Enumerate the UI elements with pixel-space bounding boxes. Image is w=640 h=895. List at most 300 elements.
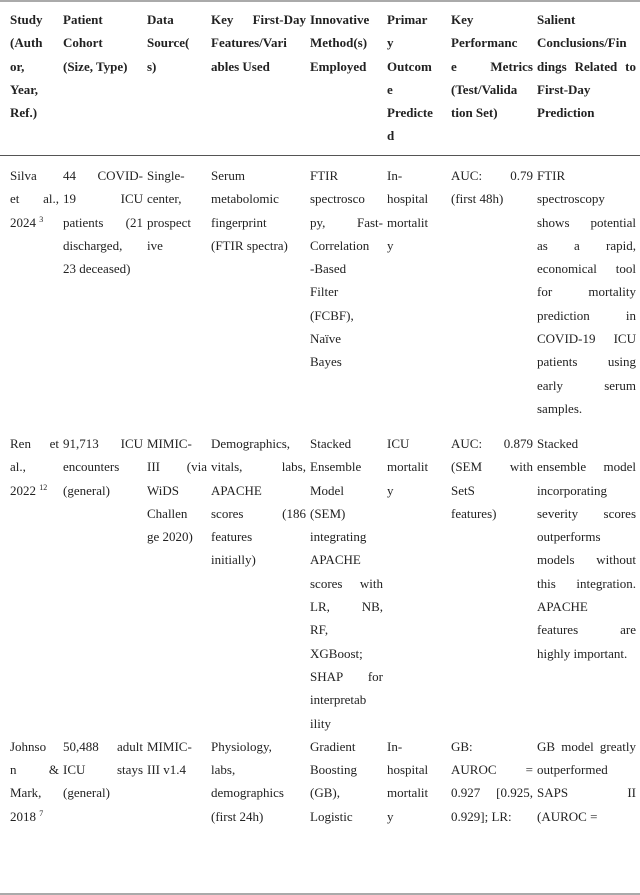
cell-text: FTIR xyxy=(310,168,339,183)
cell-text-line xyxy=(310,455,383,478)
cell-text-line xyxy=(310,665,383,688)
cell-text-line xyxy=(451,187,533,210)
table-cell xyxy=(211,735,306,828)
cell-text-line xyxy=(211,31,306,54)
cell-text: In- xyxy=(387,168,403,183)
cell-text: prediction in xyxy=(537,307,636,323)
cell-text-line xyxy=(537,758,636,781)
cell-text: Outcom xyxy=(387,58,432,74)
cell-text: hospital xyxy=(387,191,429,207)
cell-text: features are xyxy=(537,622,636,638)
table-cell xyxy=(10,735,59,828)
cell-text: ICU xyxy=(387,436,410,451)
cell-text: incorporating xyxy=(537,482,608,498)
cell-text-line xyxy=(147,758,207,781)
cell-text-line xyxy=(147,55,207,78)
cell-text-line xyxy=(537,595,636,618)
cell-text: models without xyxy=(537,552,636,568)
header-cell xyxy=(310,8,383,78)
cell-text: APACHE xyxy=(310,552,361,568)
cell-text: APACHE xyxy=(537,599,588,615)
cell-text: LR, NB, xyxy=(310,599,383,615)
cell-text-line xyxy=(310,211,383,234)
cell-text-line xyxy=(387,164,447,187)
table-cell xyxy=(63,164,143,280)
cell-text: Filter xyxy=(310,284,339,300)
cell-text-line xyxy=(211,455,306,478)
cell-text: Naïve xyxy=(310,331,342,347)
cell-text-line xyxy=(147,234,207,257)
cell-text: patients (21 xyxy=(63,214,143,230)
cell-text: First-Day xyxy=(537,81,591,97)
table-cell xyxy=(387,164,447,257)
cell-text: Employed xyxy=(310,58,367,74)
cell-text: 2024 xyxy=(10,214,36,230)
cell-text: center, xyxy=(147,191,182,207)
cell-text: interpretab xyxy=(310,692,367,708)
cell-text: Demographics, xyxy=(211,436,291,451)
cell-text-line xyxy=(451,78,533,101)
cell-text: Innovative xyxy=(310,12,370,27)
cell-text: Stacked xyxy=(537,436,579,451)
cell-text: demographics xyxy=(211,785,284,801)
header-cell xyxy=(451,8,533,124)
cell-text: this integration. xyxy=(537,575,636,591)
table-row xyxy=(0,156,640,432)
cell-text: MIMIC- xyxy=(147,738,192,754)
cell-text: vitals, labs, xyxy=(211,459,306,475)
cell-text-line xyxy=(387,432,447,455)
cell-text-line xyxy=(537,164,636,187)
cell-text: encounters xyxy=(63,459,120,475)
cell-text-line xyxy=(310,781,383,804)
cell-text-line xyxy=(451,8,533,31)
cell-text-line xyxy=(310,164,383,187)
cell-text: (AUROC = xyxy=(537,808,598,824)
cell-text-line xyxy=(387,187,447,210)
cell-text: Features/Vari xyxy=(211,35,287,51)
cell-text: 23 deceased) xyxy=(63,261,131,277)
cell-text: SHAP for xyxy=(310,668,383,684)
cell-text-line xyxy=(211,525,306,548)
cell-text-line xyxy=(310,572,383,595)
cell-text-line xyxy=(147,432,207,455)
cell-text: Year, xyxy=(10,81,39,97)
cell-text-line xyxy=(387,55,447,78)
cell-text: AUROC = xyxy=(451,762,533,778)
cell-text-line xyxy=(10,78,59,101)
cell-text: Stacked xyxy=(310,436,352,451)
table-row xyxy=(0,432,640,735)
cell-text-line xyxy=(537,280,636,303)
cell-text-line xyxy=(10,479,59,502)
cell-text: WiDS xyxy=(147,482,179,498)
cell-text: MIMIC- xyxy=(147,436,192,451)
cell-text-line xyxy=(147,187,207,210)
cell-text: features xyxy=(211,529,253,545)
cell-text-line xyxy=(537,455,636,478)
table-cell xyxy=(537,735,636,828)
cell-text: (FTIR spectra) xyxy=(211,237,288,253)
cell-text: FTIR xyxy=(537,168,566,183)
table-cell xyxy=(147,432,207,548)
cell-text: 44 COVID- xyxy=(63,168,143,183)
cell-text: Cohort xyxy=(63,35,103,51)
cell-text-line xyxy=(63,31,143,54)
cell-text-line xyxy=(537,257,636,280)
cell-text-line xyxy=(387,805,447,828)
cell-text: e Metrics xyxy=(451,58,533,74)
table-row xyxy=(0,735,640,893)
cell-text: dings Related to xyxy=(537,58,636,74)
cell-text: Physiology, xyxy=(211,738,272,754)
cell-text: (SEM with xyxy=(451,459,533,475)
cell-text: as a rapid, xyxy=(537,237,636,253)
cell-text-line xyxy=(387,234,447,257)
cell-text: fingerprint xyxy=(211,214,267,230)
cell-text-line xyxy=(451,758,533,781)
cell-text-line xyxy=(63,479,143,502)
cell-text: d xyxy=(387,128,395,144)
cell-text-line xyxy=(387,781,447,804)
cell-text-line xyxy=(310,432,383,455)
cell-text: RF, xyxy=(310,622,329,638)
cell-text-line xyxy=(537,525,636,548)
cell-text: outperforms xyxy=(537,529,601,545)
cell-text-line xyxy=(211,479,306,502)
cell-text: AUC: 0.79 xyxy=(451,168,533,183)
cell-text: et al., xyxy=(10,191,59,207)
cell-text-line xyxy=(10,758,59,781)
cell-text: -Based xyxy=(310,261,347,277)
cell-text: severity scores xyxy=(537,505,636,521)
cell-text: Correlation xyxy=(310,237,370,253)
header-cell xyxy=(10,8,59,124)
cell-text-line xyxy=(537,479,636,502)
cell-text-line xyxy=(537,78,636,101)
cell-text-line xyxy=(451,735,533,758)
cell-text-line xyxy=(63,735,143,758)
cell-text: initially) xyxy=(211,552,256,568)
cell-text-line xyxy=(147,164,207,187)
cell-text-line xyxy=(451,164,533,187)
cell-text: (Size, Type) xyxy=(63,58,128,74)
cell-text-line xyxy=(451,432,533,455)
cell-text-line xyxy=(310,280,383,303)
cell-text-line xyxy=(10,432,59,455)
cell-text: spectrosco xyxy=(310,191,365,207)
cell-text: integrating xyxy=(310,529,367,545)
cell-text: Source( xyxy=(147,35,190,51)
table-cell xyxy=(537,164,636,420)
cell-text: Serum xyxy=(211,168,245,183)
cell-text: GB model greatly xyxy=(537,738,636,754)
cell-text-line xyxy=(387,758,447,781)
table-cell xyxy=(537,432,636,665)
cell-text: Johnso xyxy=(10,738,47,754)
cell-text: (first 24h) xyxy=(211,808,264,824)
cell-text-line xyxy=(387,479,447,502)
cell-text-line xyxy=(537,31,636,54)
cell-text-line xyxy=(537,735,636,758)
table-cell xyxy=(451,432,533,525)
cell-text-line xyxy=(63,257,143,280)
cell-text-line xyxy=(147,8,207,31)
cell-text: (general) xyxy=(63,785,110,801)
table-cell xyxy=(310,164,383,374)
reference-superscript: 7 xyxy=(39,808,44,818)
cell-text-line xyxy=(387,211,447,234)
cell-text: Ensemble xyxy=(310,459,362,475)
cell-text-line xyxy=(211,211,306,234)
cell-text: 19 ICU xyxy=(63,191,143,207)
header-cell xyxy=(387,8,447,148)
cell-text-line xyxy=(537,805,636,828)
cell-text: ge 2020) xyxy=(147,529,193,545)
cell-text-line xyxy=(451,31,533,54)
cell-text-line xyxy=(310,525,383,548)
cell-text-line xyxy=(10,735,59,758)
cell-text-line xyxy=(310,502,383,525)
cell-text: APACHE xyxy=(211,482,262,498)
table-cell xyxy=(387,432,447,502)
cell-text-line xyxy=(63,8,143,31)
cell-text: (Auth xyxy=(10,35,43,51)
cell-text: III v1.4 xyxy=(147,762,186,778)
cell-text-line xyxy=(63,55,143,78)
cell-text-line xyxy=(10,805,59,828)
cell-text-line xyxy=(63,455,143,478)
cell-text-line xyxy=(310,327,383,350)
cell-text: Boosting xyxy=(310,762,357,778)
cell-text-line xyxy=(147,455,207,478)
cell-text: 50,488 adult xyxy=(63,738,143,754)
cell-text: spectroscopy xyxy=(537,191,605,207)
cell-text: (Test/Valida xyxy=(451,81,518,97)
header-cell xyxy=(147,8,207,78)
cell-text-line xyxy=(211,805,306,828)
cell-text: (first 48h) xyxy=(451,191,504,207)
table-header-row xyxy=(0,2,640,156)
cell-text: features) xyxy=(451,505,497,521)
cell-text-line xyxy=(310,257,383,280)
cell-text: y xyxy=(387,35,394,51)
cell-text: Method(s) xyxy=(310,35,368,51)
cell-text-line xyxy=(63,187,143,210)
cell-text: ive xyxy=(147,237,163,253)
header-cell xyxy=(537,8,636,124)
cell-text-line xyxy=(310,548,383,571)
cell-text-line xyxy=(310,187,383,210)
cell-text: for mortality xyxy=(537,284,636,300)
cell-text-line xyxy=(537,187,636,210)
cell-text: Predicte xyxy=(387,105,433,121)
cell-text: shows potential xyxy=(537,214,636,230)
cell-text: y xyxy=(387,482,394,498)
cell-text-line xyxy=(10,55,59,78)
cell-text: 2018 xyxy=(10,808,36,824)
cell-text: Silva xyxy=(10,168,37,183)
cell-text-line xyxy=(10,211,59,234)
cell-text: n & xyxy=(10,762,59,778)
cell-text: Conclusions/Fin xyxy=(537,35,627,51)
cell-text-line xyxy=(310,805,383,828)
cell-text: (FCBF), xyxy=(310,307,354,323)
cell-text-line xyxy=(310,234,383,257)
cell-text: ility xyxy=(310,715,331,731)
cell-text-line xyxy=(537,572,636,595)
cell-text: 0.929]; LR: xyxy=(451,808,512,824)
cell-text-line xyxy=(211,8,306,31)
cell-text-line xyxy=(10,164,59,187)
cell-text: e xyxy=(387,81,393,97)
cell-text: AUC: 0.879 xyxy=(451,436,533,451)
cell-text: SetS xyxy=(451,482,475,498)
table-cell xyxy=(451,735,533,828)
cell-text-line xyxy=(63,781,143,804)
table-cell xyxy=(63,735,143,805)
cell-text: tion Set) xyxy=(451,105,498,121)
cell-text-line xyxy=(537,55,636,78)
cell-text-line xyxy=(537,304,636,327)
cell-text-line xyxy=(451,479,533,502)
table-cell xyxy=(451,164,533,211)
cell-text-line xyxy=(147,479,207,502)
table-cell xyxy=(310,735,383,828)
table-cell xyxy=(387,735,447,828)
cell-text: py, Fast- xyxy=(310,214,383,230)
table-cell xyxy=(310,432,383,735)
cell-text: mortalit xyxy=(387,785,429,801)
cell-text-line xyxy=(451,55,533,78)
cell-text: y xyxy=(387,808,394,824)
cell-text-line xyxy=(63,164,143,187)
cell-text-line xyxy=(63,432,143,455)
cell-text-line xyxy=(10,455,59,478)
cell-text: outperformed xyxy=(537,762,608,778)
cell-text: or, xyxy=(10,58,25,74)
cell-text: metabolomic xyxy=(211,191,279,207)
cell-text-line xyxy=(147,525,207,548)
cell-text-line xyxy=(537,350,636,373)
cell-text-line xyxy=(387,101,447,124)
cell-text-line xyxy=(387,735,447,758)
cell-text-line xyxy=(211,55,306,78)
cell-text: labs, xyxy=(211,762,236,778)
cell-text: patients using xyxy=(537,354,636,370)
table-cell xyxy=(147,164,207,257)
cell-text-line xyxy=(63,758,143,781)
reference-superscript: 3 xyxy=(39,214,44,224)
cell-text-line xyxy=(211,502,306,525)
cell-text-line xyxy=(310,479,383,502)
cell-text: (SEM) xyxy=(310,505,346,521)
cell-text-line xyxy=(537,8,636,31)
cell-text-line xyxy=(211,164,306,187)
cell-text: scores (186 xyxy=(211,505,306,521)
cell-text: hospital xyxy=(387,762,429,778)
cell-text-line xyxy=(310,712,383,735)
cell-text-line xyxy=(537,211,636,234)
cell-text: early serum xyxy=(537,377,636,393)
cell-text: COVID-19 ICU xyxy=(537,331,636,347)
cell-text: Model xyxy=(310,482,344,498)
cell-text-line xyxy=(211,432,306,455)
cell-text: discharged, xyxy=(63,237,123,253)
cell-text: (GB), xyxy=(310,785,340,801)
cell-text-line xyxy=(10,8,59,31)
cell-text: y xyxy=(387,237,394,253)
cell-text: prospect xyxy=(147,214,192,230)
cell-text-line xyxy=(310,31,383,54)
cell-text: III (via xyxy=(147,459,207,475)
cell-text: Mark, xyxy=(10,785,42,801)
cell-text: Prediction xyxy=(537,105,595,121)
table-cell xyxy=(211,432,306,572)
cell-text-line xyxy=(451,781,533,804)
cell-text-line xyxy=(211,548,306,571)
cell-text-line xyxy=(63,211,143,234)
cell-text: Single- xyxy=(147,168,185,183)
cell-text-line xyxy=(310,55,383,78)
cell-text-line xyxy=(387,31,447,54)
cell-text: SAPS II xyxy=(537,785,636,801)
cell-text-line xyxy=(537,101,636,124)
header-cell xyxy=(63,8,143,78)
cell-text-line xyxy=(387,78,447,101)
table-cell xyxy=(10,432,59,502)
cell-text: Challen xyxy=(147,505,188,521)
cell-text-line xyxy=(451,502,533,525)
table-cell xyxy=(63,432,143,502)
cell-text: Salient xyxy=(537,12,576,27)
cell-text: Bayes xyxy=(310,354,342,370)
cell-text-line xyxy=(310,350,383,373)
cell-text-line xyxy=(387,8,447,31)
cell-text: Primar xyxy=(387,12,428,27)
cell-text: samples. xyxy=(537,400,583,416)
cell-text-line xyxy=(211,234,306,257)
cell-text-line xyxy=(147,502,207,525)
cell-text-line xyxy=(451,805,533,828)
cell-text: Key First-Day xyxy=(211,12,306,27)
cell-text: Ref.) xyxy=(10,105,38,121)
cell-text-line xyxy=(387,455,447,478)
cell-text-line xyxy=(310,8,383,31)
cell-text-line xyxy=(537,327,636,350)
cell-text-line xyxy=(537,502,636,525)
cell-text: mortalit xyxy=(387,214,429,230)
cell-text-line xyxy=(211,187,306,210)
cell-text-line xyxy=(537,781,636,804)
cell-text: Logistic xyxy=(310,808,353,824)
cell-text-line xyxy=(147,735,207,758)
cell-text: Ren et xyxy=(10,436,59,451)
cell-text-line xyxy=(310,642,383,665)
cell-text-line xyxy=(537,548,636,571)
cell-text: In- xyxy=(387,738,403,754)
cell-text: (general) xyxy=(63,482,110,498)
cell-text-line xyxy=(537,397,636,420)
cell-text: ICU stays xyxy=(63,762,143,778)
cell-text-line xyxy=(211,758,306,781)
cell-text: ables Used xyxy=(211,58,270,74)
cell-text: ensemble model xyxy=(537,459,636,475)
cell-text: Gradient xyxy=(310,738,356,754)
cell-text-line xyxy=(310,688,383,711)
cell-text-line xyxy=(537,234,636,257)
cell-text: Key xyxy=(451,12,474,27)
